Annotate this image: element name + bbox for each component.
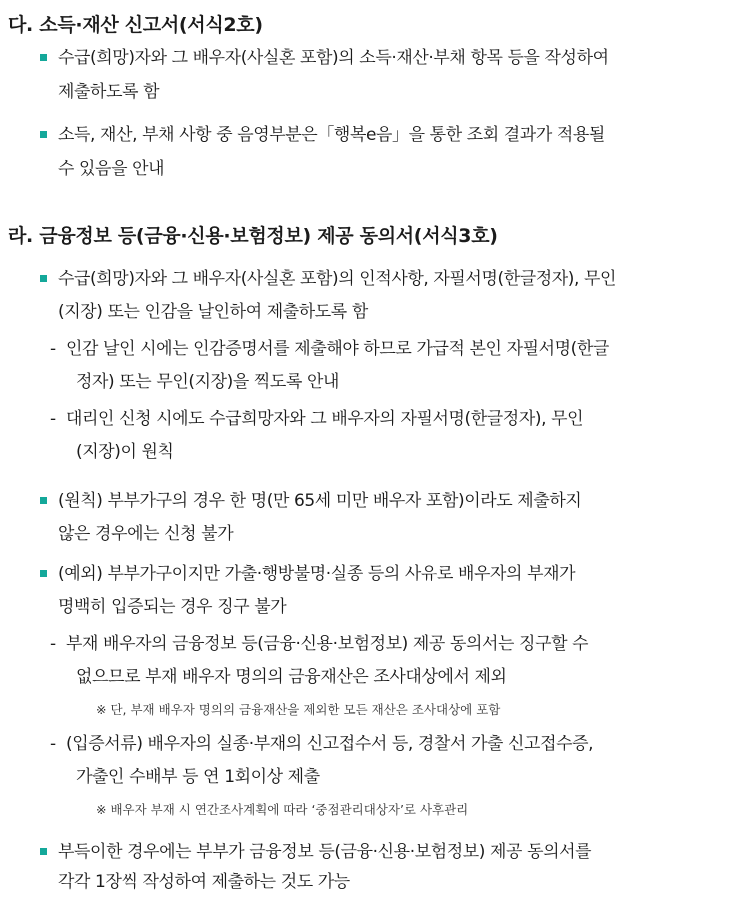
section-ra-sub3-line2: 없으므로 부재 배우자 명의의 금융재산은 조사대상에서 제외: [76, 667, 507, 687]
section-ra-bullet3-line1: (예외) 부부가구이지만 가출·행방불명·실종 등의 사유로 배우자의 부재가: [58, 564, 576, 584]
section-da-bullet2-line1: 소득, 재산, 부채 사항 중 음영부분은「행복e음」을 통한 조회 결과가 적용될: [58, 125, 605, 145]
teal-bullet-icon: [40, 497, 47, 504]
section-ra-bullet3-line2: 명백히 입증되는 경우 징구 불가: [58, 597, 287, 617]
section-ra-title: 라. 금융정보 등(금융·신용·보험정보) 제공 동의서(서식3호): [8, 225, 498, 247]
section-ra-sub4-line1: (입증서류) 배우자의 실종·부재의 신고접수서 등, 경찰서 가출 신고접수증,: [66, 734, 594, 754]
section-da-bullet1-line1: 수급(희망)자와 그 배우자(사실혼 포함)의 소득·재산·부채 항목 등을 작성하여: [58, 48, 609, 68]
section-da-title: 다. 소득·재산 신고서(서식2호): [8, 14, 263, 36]
dash-marker: -: [50, 734, 57, 754]
dash-marker: -: [50, 409, 57, 429]
teal-bullet-icon: [40, 848, 47, 855]
teal-bullet-icon: [40, 570, 47, 577]
section-ra-sub2-line1: 대리인 신청 시에도 수급희망자와 그 배우자의 자필서명(한글정자), 무인: [66, 409, 584, 429]
section-ra-sub4-line2: 가출인 수배부 등 연 1회이상 제출: [76, 767, 320, 787]
section-ra-bullet2-line1: (원칙) 부부가구의 경우 한 명(만 65세 미만 배우자 포함)이라도 제출하지: [58, 491, 582, 511]
section-ra-bullet1-line2: (지장) 또는 인감을 날인하여 제출하도록 함: [58, 302, 368, 322]
teal-bullet-icon: [40, 54, 47, 61]
section-ra-bullet4-line1: 부득이한 경우에는 부부가 금융정보 등(금융·신용·보험정보) 제공 동의서를: [58, 842, 592, 862]
section-ra-note1: ※ 단, 부재 배우자 명의의 금융재산을 제외한 모든 재산은 조사대상에 포함: [96, 702, 501, 717]
section-ra-note2: ※ 배우자 부재 시 연간조사계획에 따라 ‘중점관리대상자’로 사후관리: [96, 802, 469, 817]
section-ra-sub1-line2: 정자) 또는 무인(지장)을 찍도록 안내: [76, 372, 340, 392]
section-ra-sub1-line1: 인감 날인 시에는 인감증명서를 제출해야 하므로 가급적 본인 자필서명(한글: [66, 339, 609, 359]
section-ra-sub2-line2: (지장)이 원칙: [76, 442, 174, 462]
section-ra-bullet1-line1: 수급(희망)자와 그 배우자(사실혼 포함)의 인적사항, 자필서명(한글정자), 무인: [58, 269, 617, 289]
dash-marker: -: [50, 339, 57, 359]
teal-bullet-icon: [40, 275, 47, 282]
dash-marker: -: [50, 634, 57, 654]
teal-bullet-icon: [40, 131, 47, 138]
section-ra-sub3-line1: 부재 배우자의 금융정보 등(금융·신용·보험정보) 제공 동의서는 징구할 수: [66, 634, 589, 654]
section-ra-bullet2-line2: 않은 경우에는 신청 불가: [58, 524, 234, 544]
section-da-bullet1-line2: 제출하도록 함: [58, 82, 160, 102]
section-da-bullet2-line2: 수 있음을 안내: [58, 159, 165, 179]
section-ra-bullet4-line2: 각각 1장씩 작성하여 제출하는 것도 가능: [58, 872, 350, 892]
